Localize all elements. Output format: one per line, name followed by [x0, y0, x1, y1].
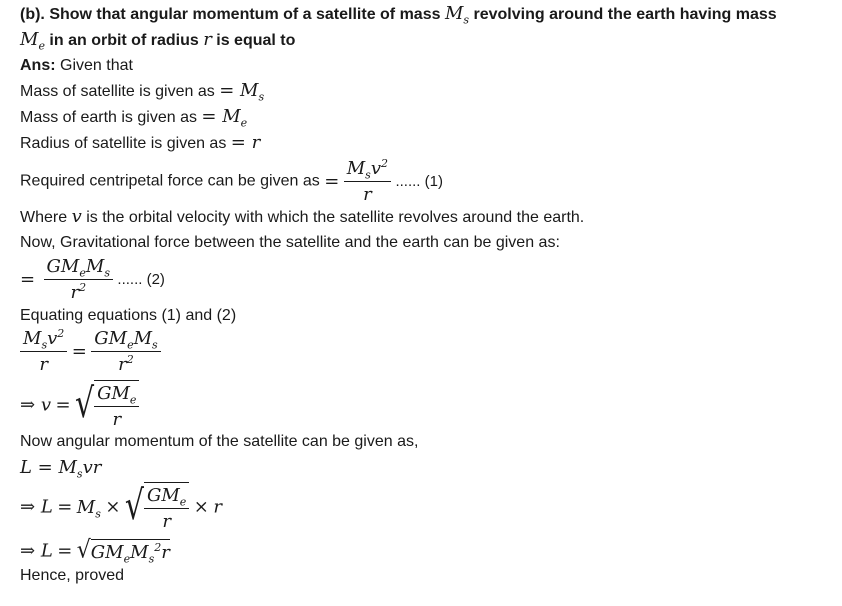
eq-math: =	[71, 341, 87, 362]
me-math: $M_e$	[222, 106, 248, 130]
gravity-line	[20, 233, 560, 253]
frac-num: $GM_eM_s$	[44, 256, 113, 280]
radius-line	[20, 133, 260, 154]
sqrt-symbol	[125, 482, 189, 532]
eq-math: =	[230, 132, 252, 153]
l-substituted-equation	[20, 482, 222, 532]
sqrt-symbol	[77, 536, 170, 566]
eq-math: =	[324, 171, 340, 192]
eq-math: =	[57, 540, 73, 562]
heading-text-4: is equal to	[216, 32, 296, 49]
frac-num: $M_sv^2$	[20, 328, 67, 352]
eq-math: =	[55, 394, 71, 416]
mass-earth-text: Mass of earth is given as	[20, 109, 197, 126]
where-line	[20, 207, 584, 228]
radical-sign: √	[124, 482, 144, 530]
v-math: v	[40, 394, 51, 416]
proved-text: Hence, proved	[20, 567, 125, 584]
answer-label: Ans:	[20, 57, 56, 74]
radius-text: Radius of satellite is given as	[20, 135, 227, 152]
symbol-ms-base: M	[444, 3, 464, 24]
equated-equation	[20, 328, 161, 375]
l-math: L	[20, 457, 32, 478]
symbol-me-sub: e	[38, 39, 45, 53]
eq-math: =	[31, 457, 59, 478]
question-heading-line1	[20, 4, 777, 25]
where-text: is the orbital velocity with which the satellite revolves around the earth.	[86, 209, 585, 226]
equation-2-label: ...... (2)	[117, 271, 165, 288]
implies-arrow: ⇒	[20, 394, 41, 416]
proved-line	[20, 566, 124, 586]
implies-arrow: ⇒	[20, 540, 41, 562]
frac-den: r	[162, 511, 171, 532]
frac-den: r	[363, 184, 372, 205]
r-math: r	[213, 496, 222, 518]
centripetal-text: Required centripetal force can be given as	[20, 172, 320, 190]
gravity-equation	[20, 256, 165, 303]
equating-text: Equating equations (1) and (2)	[20, 307, 237, 324]
sqrt-fraction	[144, 485, 189, 532]
radical-sign: √	[74, 380, 95, 428]
times-sign: ×	[105, 496, 121, 518]
question-heading-line2	[20, 30, 295, 51]
velocity-fraction	[94, 383, 139, 430]
mass-satellite-text: Mass of satellite is given as	[20, 83, 215, 100]
l-math: L	[40, 496, 53, 518]
symbol-ms	[444, 3, 470, 27]
radicand	[94, 380, 139, 430]
frac-num: $GM_e$	[94, 383, 139, 407]
radicand: $GM_eM_s^2r$	[90, 541, 170, 566]
answer-intro-text: Given that	[60, 57, 133, 74]
ms-math: $M_s$	[240, 80, 265, 104]
v-math: v	[71, 206, 82, 227]
heading-text-1: (b). Show that angular momentum of a satellite of mass	[20, 6, 441, 23]
frac-num: $GM_e$	[144, 485, 189, 509]
frac-num: $M_sv^2$	[344, 158, 391, 182]
mass-satellite-line	[20, 81, 264, 102]
msvr-math: $M_svr$	[58, 457, 102, 481]
l-final-equation	[20, 536, 170, 566]
radicand	[144, 482, 189, 532]
radical-sign: √	[76, 536, 91, 565]
frac-den: r	[39, 354, 48, 375]
centripetal-line	[20, 158, 443, 205]
angular-line	[20, 432, 418, 452]
gravity-fraction	[44, 256, 113, 303]
equating-line	[20, 306, 236, 326]
heading-text-2: revolving around the earth having mass	[473, 6, 777, 23]
eq-math: =	[20, 269, 36, 290]
implies-arrow: ⇒	[20, 496, 41, 518]
centripetal-fraction	[344, 158, 391, 205]
heading-text-3: in an orbit of radius	[49, 32, 199, 49]
frac-num: $GM_eM_s$	[91, 328, 160, 352]
frac-den: $r^2$	[118, 353, 134, 375]
mass-earth-line	[20, 107, 247, 128]
answer-intro	[20, 56, 133, 76]
symbol-r: r	[203, 29, 212, 50]
symbol-me-base: M	[20, 29, 39, 50]
velocity-equation	[20, 380, 139, 430]
where-pre-text: Where	[20, 209, 68, 226]
l-math: L	[40, 540, 53, 562]
eq-math: =	[57, 496, 73, 518]
symbol-me	[20, 29, 45, 53]
frac-den: r	[112, 409, 122, 430]
times-sign: ×	[193, 496, 209, 518]
gravity-text: Now, Gravitational force between the satellite and the earth can be given as:	[20, 234, 560, 251]
l-equation	[20, 458, 101, 479]
frac-den: $r^2$	[70, 281, 87, 303]
sqrt-symbol	[75, 380, 139, 430]
eq-math: =	[201, 106, 223, 127]
angular-text: Now angular momentum of the satellite can be given as,	[20, 433, 419, 450]
equation-1-label: ...... (1)	[395, 173, 443, 190]
rhs-fraction	[91, 328, 160, 375]
lhs-fraction	[20, 328, 67, 375]
symbol-ms-sub: s	[463, 13, 470, 27]
eq-math: =	[219, 80, 241, 101]
ms-math: $M_s$	[76, 496, 101, 521]
r-math: r	[251, 132, 261, 153]
